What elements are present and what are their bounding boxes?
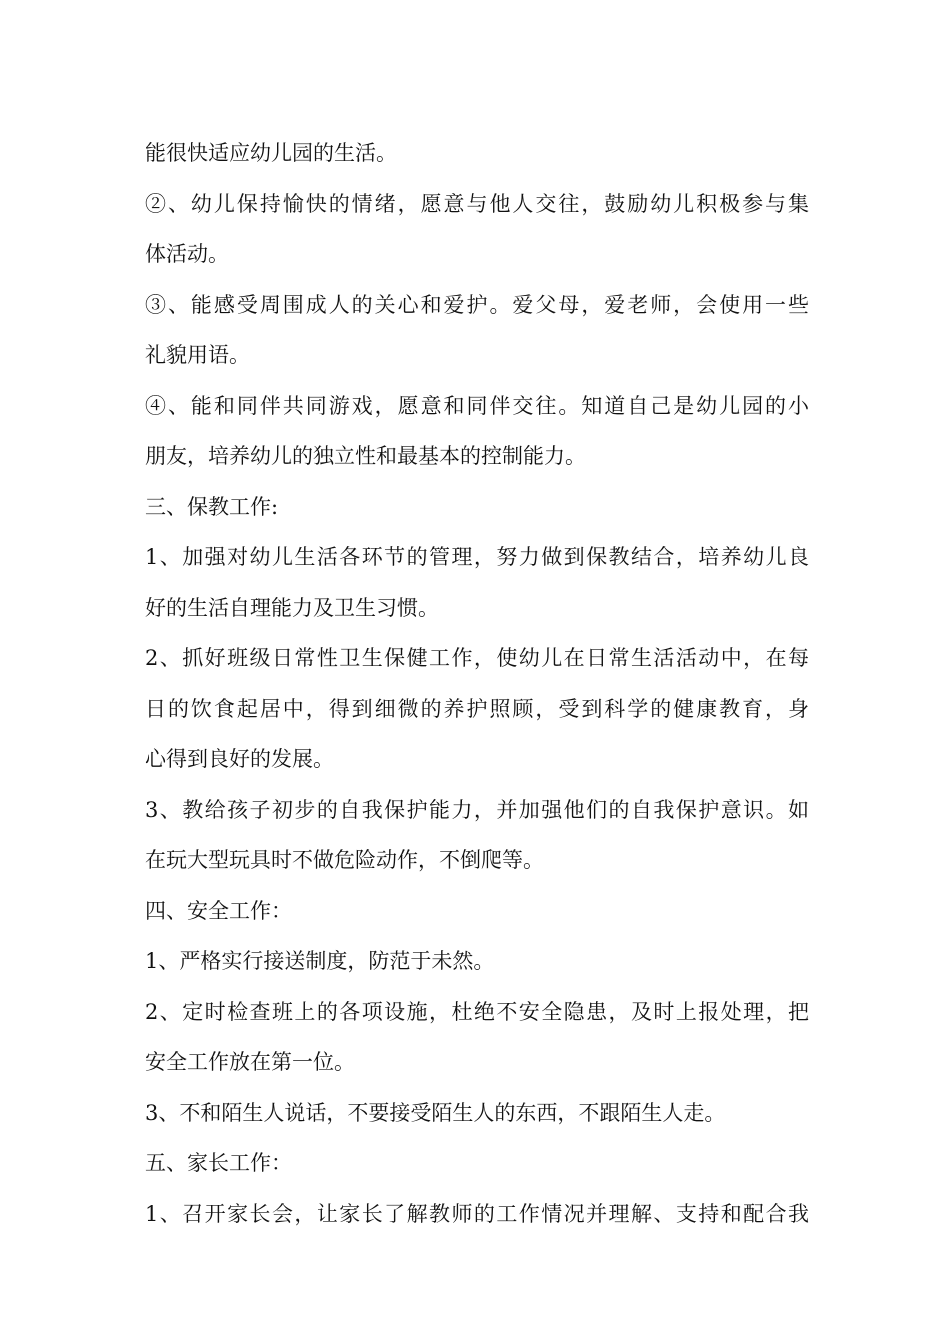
text-line: 3、教给孩子初步的自我保护能力，并加强他们的自我保护意识。如 — [145, 797, 809, 822]
text-line: ②、幼儿保持愉快的情绪，愿意与他人交往，鼓励幼儿积极参与集 — [145, 191, 809, 216]
text-line: 礼貌用语。 — [145, 343, 250, 367]
text-line: 朋友，培养幼儿的独立性和最基本的控制能力。 — [145, 444, 586, 468]
text-line: 五、家长工作： — [145, 1151, 292, 1175]
text-line: 安全工作放在第一位。 — [145, 1050, 355, 1074]
document-body — [145, 128, 809, 1239]
text-line: 1、召开家长会，让家长了解教师的工作情况并理解、支持和配合我 — [145, 1201, 809, 1226]
text-line: 心得到良好的发展。 — [145, 747, 334, 771]
text-line: 1、加强对幼儿生活各环节的管理，努力做到保教结合，培养幼儿良 — [145, 545, 809, 569]
text-line: 1、严格实行接送制度，防范于未然。 — [145, 949, 495, 973]
text-line: 3、不和陌生人说话，不要接受陌生人的东西，不跟陌生人走。 — [145, 1100, 726, 1125]
text-line: 能很快适应幼儿园的生活。 — [145, 141, 397, 165]
text-line: 2、抓好班级日常性卫生保健工作，使幼儿在日常生活活动中，在每 — [145, 646, 809, 670]
text-line: ④、能和同伴共同游戏，愿意和同伴交往。知道自己是幼儿园的小 — [145, 393, 809, 418]
text-line: 好的生活自理能力及卫生习惯。 — [145, 595, 439, 620]
text-line: 体活动。 — [145, 242, 229, 266]
text-line: 在玩大型玩具时不做危险动作，不倒爬等。 — [145, 848, 544, 872]
text-line: 四、安全工作： — [145, 898, 292, 923]
text-line: ③、能感受周围成人的关心和爱护。爱父母，爱老师，会使用一些 — [145, 292, 809, 317]
text-line: 2、定时检查班上的各项设施，杜绝不安全隐患，及时上报处理，把 — [145, 999, 809, 1024]
text-line: 三、保教工作: — [145, 494, 279, 519]
text-line: 日的饮食起居中，得到细微的养护照顾，受到科学的健康教育，身 — [145, 696, 809, 721]
